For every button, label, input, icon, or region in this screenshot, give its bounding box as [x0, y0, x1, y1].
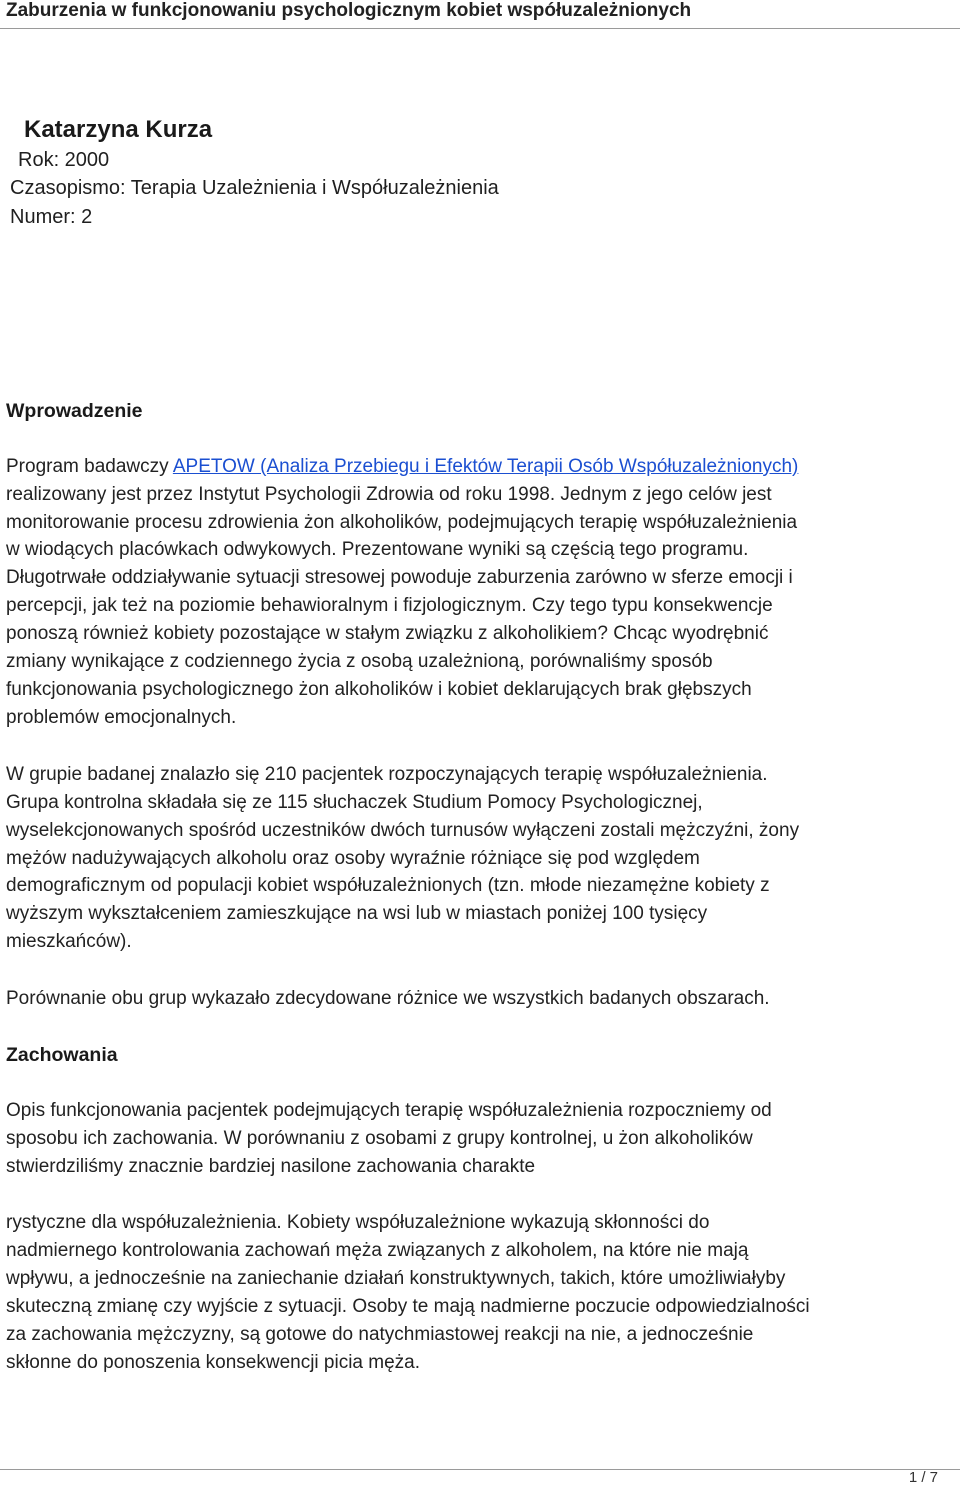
footer-divider — [0, 1469, 960, 1470]
text-line — [6, 453, 798, 481]
text-line: wyższym wykształceniem zamieszkujące na wsi lub w miastach poniżej 100 tysięcy — [6, 903, 708, 924]
text-line: ponoszą również kobiety pozostające w stałym związku z alkoholikiem? Chcąc wyodrębnić — [6, 623, 769, 644]
text-line: stwierdziliśmy znacznie bardziej nasilone zachowania charakte — [6, 1156, 536, 1177]
text-line: Porównanie obu grup wykazało zdecydowane różnice we wszystkich badanych obszarach. — [6, 988, 770, 1009]
text-line: Opis funkcjonowania pacjentek podejmujących terapię współuzależnienia rozpoczniemy od — [6, 1100, 772, 1121]
text-line: skuteczną zmianę czy wyjście z sytuacji. Osoby te mają nadmierne poczucie odpowiedzialności — [6, 1296, 810, 1317]
apetow-link[interactable]: APETOW (Analiza Przebiegu i Efektów Terapii Osób Współuzależnionych) — [172, 456, 799, 477]
text-line: problemów emocjonalnych. — [6, 707, 237, 728]
text-line: skłonne do ponoszenia konsekwencji picia męża. — [6, 1352, 421, 1373]
text-line: zmiany wynikające z codziennego życia z osobą uzależnioną, porównaliśmy sposób — [6, 651, 713, 672]
section-heading-behavior: Zachowania — [6, 1044, 118, 1066]
text-line: w wiodących placówkach odwykowych. Prezentowane wyniki są częścią tego programu. — [6, 539, 749, 560]
text-line: wyselekcjonowanych spośród uczestników dwóch turnusów wyłączeni zostali mężczyźni, żony — [6, 820, 800, 841]
text-line: sposobu ich zachowania. W porównaniu z osobami z grupy kontrolnej, u żon alkoholików — [6, 1128, 753, 1149]
text-line: W grupie badanej znalazło się 210 pacjentek rozpoczynających terapię współuzależnienia. — [6, 764, 768, 785]
text-line: percepcji, jak też na poziomie behawioralnym i fizjologicznym. Czy tego typu konsekwencje — [6, 595, 773, 616]
text-line: Grupa kontrolna składała się ze 115 słuchaczek Studium Pomocy Psychologicznej, — [6, 792, 703, 813]
text-line: mężów nadużywających alkoholu oraz osoby wyraźnie różniące się pod względem — [6, 848, 700, 869]
text-line: mieszkańców). — [6, 931, 132, 952]
page-header — [0, 0, 960, 29]
text-line: nadmiernego kontrolowania zachowań męża związanych z alkoholem, na które nie mają — [6, 1240, 749, 1261]
text-line: rystyczne dla współuzależnienia. Kobiety współuzależnione wykazują skłonności do — [6, 1212, 710, 1233]
section-heading-introduction: Wprowadzenie — [6, 400, 143, 422]
text-fragment: Program badawczy — [6, 456, 173, 477]
issue-number: Numer: 2 — [10, 206, 93, 228]
text-line: demograficznym od populacji kobiet współuzależnionych (tzn. młode niezamężne kobiety z — [6, 875, 770, 896]
page-number: 1 / 7 — [908, 1469, 938, 1486]
document-title: Zaburzenia w funkcjonowaniu psychologicznym kobiet współuzależnionych — [6, 0, 692, 21]
text-line: realizowany jest przez Instytut Psychologii Zdrowia od roku 1998. Jednym z jego celów jest — [6, 484, 772, 505]
text-line: Długotrwałe oddziaływanie sytuacji stresowej powoduje zaburzenia zarówno w sferze emocji i — [6, 567, 793, 588]
journal-name: Czasopismo: Terapia Uzależnienia i Współuzależnienia — [10, 177, 499, 199]
text-line: wpływu, a jednocześnie na zaniechanie działań konstruktywnych, takich, które umożliwiałyby — [6, 1268, 786, 1289]
text-line: monitorowanie procesu zdrowienia żon alkoholików, podejmujących terapię współuzależnienia — [6, 512, 798, 533]
publication-year: Rok: 2000 — [18, 149, 110, 171]
text-line: za zachowania mężczyzny, są gotowe do natychmiastowej reakcji na nie, a jednocześnie — [6, 1324, 754, 1345]
author-name: Katarzyna Kurza — [24, 116, 213, 143]
text-line: funkcjonowania psychologicznego żon alkoholików i kobiet deklarujących brak głębszych — [6, 679, 752, 700]
